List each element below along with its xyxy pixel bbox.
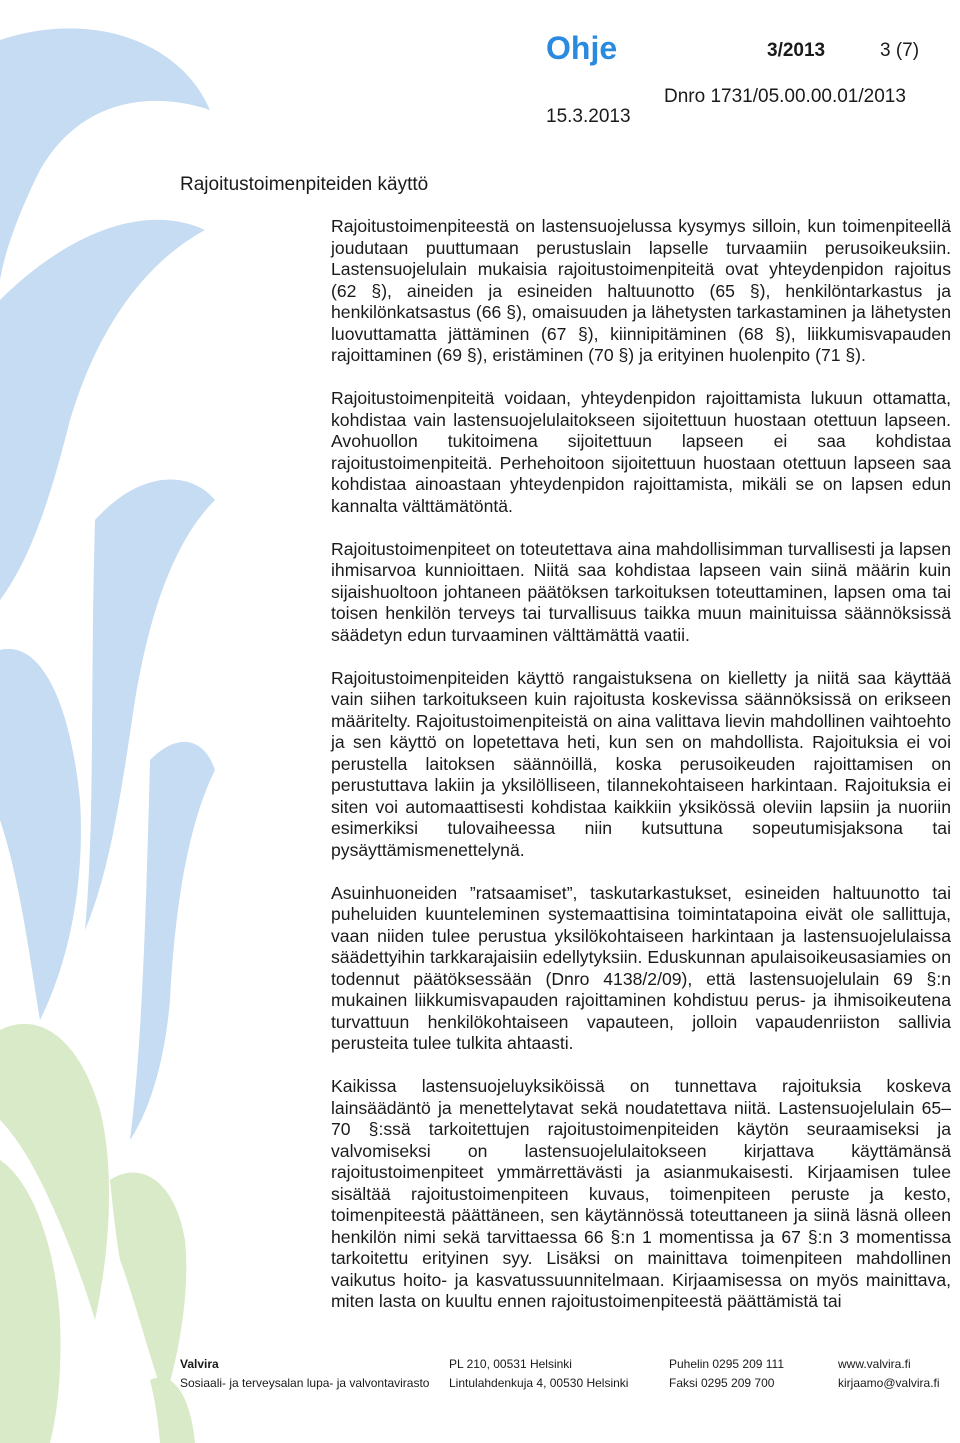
body-text [331, 216, 951, 1334]
page-number: 3 (7) [880, 40, 920, 61]
paragraph: Kaikissa lastensuojeluyksiköissä on tunnettava rajoituksia koskeva lainsäädäntö ja menettelytavat sekä noudatettava niitä. Lastensuojelulain 65–70 §:ssä tarkoitettujen rajoitustoimenpiteiden käytön seuraamiseksi ja valvomiseksi on lastensuojelulaitokseen kirjattava käyttämänsä rajoitustoimenpiteet ymmärrettävästi ja asianmukaisesti. Kirjaamisen tulee sisältää rajoitustoimenpiteen kuvaus, toimenpiteen peruste ja kesto, toimenpiteestä päättäneen, sen käytännössä toteuttaneen ja siinä läsnä olleen henkilön nimi sekä tarvittaessa 66 §:n 1 momentissa ja 67 §:n 3 momentissa tarkoitettu erityinen syy. Lisäksi on mainittava toimenpiteen mahdollinen vaikutus hoito- ja kasvatussuunnitelmaan. Kirjaamisessa on myös mainittava, miten lasta on kuultu ennen rajoitustoimenpiteestä päättämistä tai [331, 1076, 951, 1311]
paragraph: Rajoitustoimenpiteet on toteutettava aina mahdollisimman turvallisesti ja lapsen ihmisarvoa kunnioittaen. Niitä saa kohdistaa lapseen vain siinä määrin kuin sijaishuoltoon johtaneen päätöksen tarkoituksen toteuttaminen, lapsen oma tai toisen henkilön terveys tai turvallisuus taikka muun mainituissa säännöksissä säädetyn edun turvaaminen välttämättä vaatii. [331, 538, 951, 645]
valvira-logo-watermark [0, 0, 230, 1443]
document-type: Ohje [546, 30, 618, 66]
footer-fax: Faksi 0295 209 700 [669, 1376, 775, 1390]
paragraph: Rajoitustoimenpiteitä voidaan, yhteydenpidon rajoittamista lukuun ottamatta, kohdistaa vain lastensuojelulaitokseen sijoitettuun huostaan otettuun lapseen. Avohuollon tukitoimena sijoitettuun lapseen ei saa kohdistaa rajoitustoimenpiteitä. Perhehoitoon sijoitettuun huostaan otettuun lapseen saa kohdistaa ainoastaan yhteydenpidon rajoittamista, mikäli se on lapsen edun kannalta välttämätöntä. [331, 388, 951, 516]
footer-street-address: Lintulahdenkuja 4, 00530 Helsinki [449, 1376, 629, 1390]
footer-postal-address: PL 210, 00531 Helsinki [449, 1357, 572, 1371]
paragraph: Rajoitustoimenpiteestä on lastensuojelussa kysymys silloin, kun toimenpiteellä joudutaan puuttumaan perustuslain lapselle turvaamiin perusoikeuksiin. Lastensuojelulain mukaisia rajoitustoimenpiteitä ovat yhteydenpidon rajoitus (62 §), aineiden ja esineiden haltuunotto (65 §), henkilöntarkastus ja henkilönkatsastus (66 §), omaisuuden ja lähetysten tarkastaminen ja lähetysten luovuttamatta jättäminen (67 §), kiinnipitäminen (68 §), liikkumisvapauden rajoittaminen (69 §), eristäminen (70 §) ja erityinen huolenpito (71 §). [331, 216, 951, 365]
page-footer [0, 1357, 960, 1393]
diary-number: Dnro 1731/05.00.00.01/2013 [664, 86, 906, 107]
document-number: 3/2013 [767, 40, 826, 61]
footer-org-full-name: Sosiaali- ja terveysalan lupa- ja valvontavirasto [180, 1376, 430, 1390]
footer-phone: Puhelin 0295 209 111 [669, 1357, 784, 1371]
paragraph: Asuinhuoneiden ”ratsaamiset”, taskutarkastukset, esineiden haltuunotto tai puheluiden kuunteleminen systemaattisina toimintatapoina eivät ole sallittuja, vaan niiden tulee perustua yksilökohtaiseen harkintaan ja lastensuojelulaissa säädettyihin tarkkarajaisiin edellytyksiin. Eduskunnan apulaisoikeusasiamies on todennut päätöksessään (Dnro 4138/2/09), että lastensuojelulain 69 §:n mukainen liikkumisvapauden rajoittaminen kohdistuu perus- ja ihmisoikeutena turvattuun henkilökohtaiseen vapauteen, jolloin vapaudenriiston sallivia perusteita tulee tulkita ahtaasti. [331, 882, 951, 1053]
section-title: Rajoitustoimenpiteiden käyttö [180, 174, 429, 195]
paragraph: Rajoitustoimenpiteiden käyttö rangaistuksena on kielletty ja niitä saa käyttää vain siihen tarkoitukseen kuin rajoitusta koskevissa säännöksissä on erikseen määritelty. Rajoitustoimenpiteistä on aina valittava lievin mahdollinen vaihtoehto ja sen käyttö on lopetettava heti, kun sen on mahdollista. Rajoituksia ei voi perustella laitoksen säännöillä, koska perusoikeuden rajoittamisen on perustuttava lakiin ja yksilölliseen, tilannekohtaiseen harkintaan. Rajoituksia ei siten voi automaattisesti kohdistaa kaikkiin yksikössä oleviin lapsiin ja nuoriin esimerkiksi tulovaiheessa niin kutsuttuna sopeutumisjaksona tai pysäyttämismenettelynä. [331, 667, 951, 860]
footer-website-link[interactable]: www.valvira.fi [838, 1357, 911, 1371]
document-date: 15.3.2013 [546, 106, 631, 127]
footer-org-name: Valvira [180, 1357, 219, 1371]
footer-email-link[interactable]: kirjaamo@valvira.fi [838, 1376, 940, 1390]
